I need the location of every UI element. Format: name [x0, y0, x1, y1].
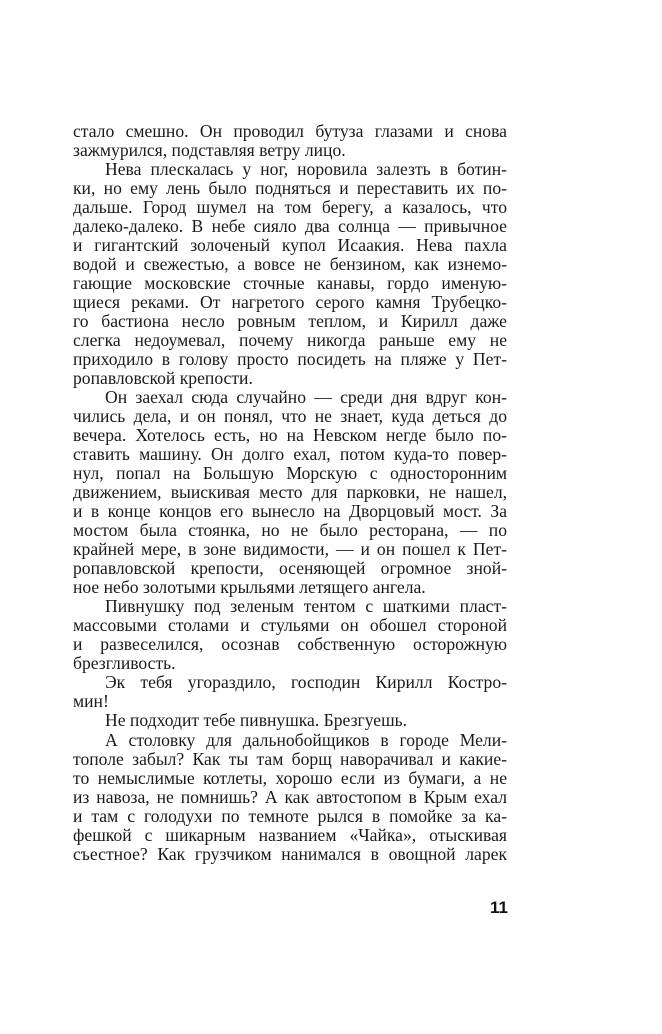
- text-line: то немыслимые котлеты, хорошо если из бумаги, а не: [73, 767, 507, 788]
- text-line: и развеселился, осознав собственную осторожную: [73, 634, 507, 655]
- text-line: ропавловской крепости, осеняющей огромное зной-: [73, 558, 507, 579]
- text-line: и гигантский золоченый купол Исаакия. Нева пахла: [73, 235, 507, 256]
- text-line: ное небо золотыми крыльями летящего ангела.: [73, 577, 426, 598]
- text-line: вечера. Хотелось есть, но на Невском негде было по-: [73, 425, 507, 446]
- text-line: ставить машину. Он долго ехал, потом куда-то повер-: [73, 444, 507, 465]
- text-line: брезгливость.: [73, 653, 176, 674]
- text-line: фешкой с шикарным названием «Чайка», отыскивая: [73, 824, 507, 845]
- text-line: водой и свежестью, а вовсе не бензином, как изнемо-: [73, 254, 507, 275]
- text-line: мостом была стоянка, но не было ресторана, — по: [73, 520, 507, 541]
- text-line: съестное? Как грузчиком нанимался в овощной ларек: [73, 843, 507, 864]
- text-line: чились дела, и он понял, что не знает, куда деться до: [73, 406, 507, 427]
- text-line: стало смешно. Он проводил бутуза глазами и снова: [73, 121, 507, 141]
- text-line: далеко-далеко. В небе сияло два солнца — привычное: [73, 216, 507, 237]
- text-line: нул, попал на Большую Морскую с односторонним: [73, 463, 507, 484]
- text-line: приходило в голову просто посидеть на пляже у Пет-: [73, 349, 507, 370]
- text-line: зажмурился, подставляя ветру лицо.: [73, 140, 346, 161]
- text-line: и в конце концов его вынесло на Дворцовый мост. За: [73, 501, 507, 522]
- text-line: движением, выискивая место для парковки, не нашел,: [73, 482, 507, 503]
- text-line: А столовку для дальнобойщиков в городе Мели-: [105, 729, 507, 750]
- text-line: гающие московские сточные канавы, гордо именую-: [73, 273, 507, 294]
- text-line: Нева плескалась у ног, норовила залезть в ботин-: [105, 159, 507, 180]
- text-line: Он заехал сюда случайно — среди дня вдруг кон-: [105, 387, 507, 408]
- text-line: щиеся реками. От нагретого серого камня Трубецко-: [73, 292, 507, 313]
- text-line: Не подходит тебе пивнушка. Брезгуешь.: [105, 710, 408, 731]
- text-line: дальше. Город шумел на том берегу, а казалось, что: [73, 197, 507, 218]
- text-line: массовыми столами и стульями он обошел стороной: [73, 615, 507, 636]
- text-line: из навоза, не помнишь? А как автостопом в Крым ехал: [73, 786, 507, 807]
- text-line: Эк тебя угораздило, господин Кирилл Костро-: [105, 672, 507, 693]
- text-line: Пивнушку под зеленым тентом с шаткими пласт-: [105, 596, 507, 617]
- body-text: [73, 122, 507, 864]
- text-line: го бастиона несло ровным теплом, и Кирилл даже: [73, 311, 507, 332]
- text-line: ропавловской крепости.: [73, 368, 253, 389]
- text-line: тополе забыл? Как ты там борщ наворачивал и какие-: [73, 748, 507, 769]
- text-line: крайней мере, в зоне видимости, — и он пошел к Пет-: [73, 539, 507, 560]
- text-line: слегка недоумевал, почему никогда раньше ему не: [73, 330, 507, 351]
- text-line: и там с голодухи по темноте рылся в помойке за ка-: [73, 805, 507, 826]
- text-line: ки, но ему лень было подняться и переставить их по-: [73, 178, 507, 199]
- text-line: мин!: [73, 691, 109, 712]
- page-number: 11: [490, 898, 508, 917]
